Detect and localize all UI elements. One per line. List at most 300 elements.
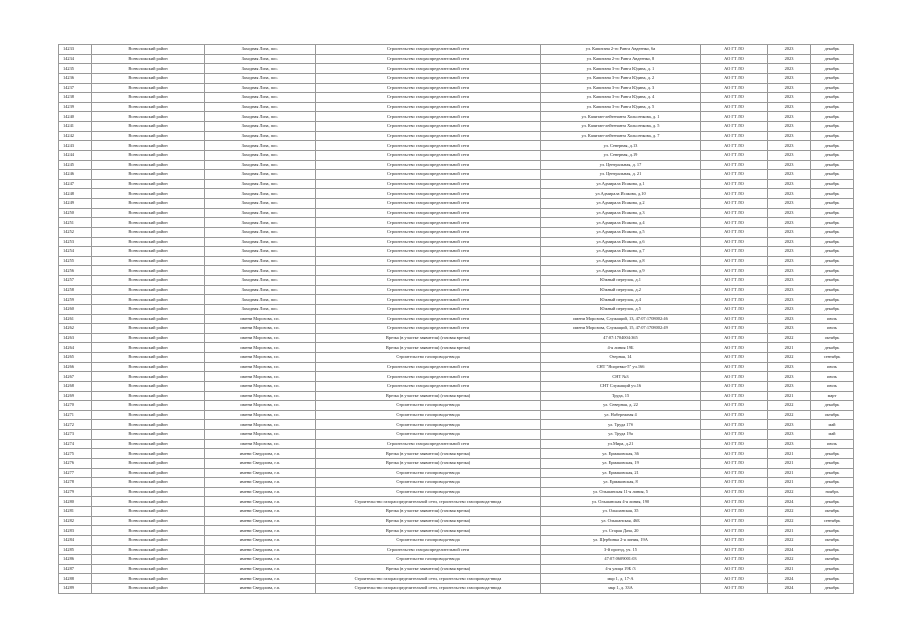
table-row xyxy=(59,468,854,478)
settlement-cell: имени Свердлова, г.п. xyxy=(205,449,316,459)
settlement-cell: Заходная Лиза, пос. xyxy=(205,73,316,83)
address-cell: ул. Капитана 3-го Ранга Юдина, д. 1 xyxy=(541,64,701,74)
settlement-cell: Заходная Лиза, пос. xyxy=(205,266,316,276)
work-type-cell: Врезка (в участке заявителя) (газовая врезка) xyxy=(316,526,541,536)
work-type-cell: Строительство газораспределительной сети xyxy=(316,131,541,141)
row-number-cell: 14284 xyxy=(59,535,92,545)
year-cell: 2023 xyxy=(768,102,811,112)
organization-cell: АО ГТ ЛО xyxy=(701,189,768,199)
year-cell: 2024 xyxy=(768,584,811,594)
address-cell: ул.Адмирала Исакова, д.4 xyxy=(541,218,701,228)
year-cell: 2023 xyxy=(768,247,811,257)
work-type-cell: Врезка (в участке заявителя) (газовая врезка) xyxy=(316,516,541,526)
month-cell: октябрь xyxy=(811,410,854,420)
table-row xyxy=(59,343,854,353)
table-row xyxy=(59,83,854,93)
work-type-cell: Строительство газораспределительной сети xyxy=(316,170,541,180)
month-cell: декабрь xyxy=(811,478,854,488)
row-number-cell: 14234 xyxy=(59,54,92,64)
district-cell: Всеволожский район xyxy=(92,247,205,257)
district-cell: Всеволожский район xyxy=(92,93,205,103)
organization-cell: АО ГТ ЛО xyxy=(701,141,768,151)
work-type-cell: Строительство газораспределительной сети xyxy=(316,256,541,266)
organization-cell: АО ГТ ЛО xyxy=(701,199,768,209)
year-cell: 2022 xyxy=(768,516,811,526)
work-type-cell: Врезка (в участке заявителя) (газовая врезка) xyxy=(316,343,541,353)
settlement-cell: Заходная Лиза, пос. xyxy=(205,64,316,74)
address-cell: ул. Капитана 3-го Ранга Юдина, д. 5 xyxy=(541,102,701,112)
row-number-cell: 14233 xyxy=(59,45,92,55)
settlement-cell: имени Морозова, г.п. xyxy=(205,324,316,334)
table-row xyxy=(59,478,854,488)
row-number-cell: 14285 xyxy=(59,545,92,555)
address-cell: СНТ "Ясиревко-5" уч.166 xyxy=(541,362,701,372)
month-cell: декабрь xyxy=(811,189,854,199)
district-cell: Всеволожский район xyxy=(92,102,205,112)
row-number-cell: 14246 xyxy=(59,170,92,180)
year-cell: 2023 xyxy=(768,208,811,218)
organization-cell: АО ГТ ЛО xyxy=(701,410,768,420)
settlement-cell: Заходная Лиза, пос. xyxy=(205,83,316,93)
year-cell: 2023 xyxy=(768,266,811,276)
address-cell: Южный переулок, д.2 xyxy=(541,285,701,295)
address-cell: ул. Капитан-лейтенанта Хольсенкова, д. 1 xyxy=(541,112,701,122)
address-cell: ул.Адмирала Исакова, д.9 xyxy=(541,266,701,276)
settlement-cell: Заходная Лиза, пос. xyxy=(205,54,316,64)
settlement-cell: имени Морозова, г.п. xyxy=(205,439,316,449)
month-cell: декабрь xyxy=(811,83,854,93)
address-cell: ул. Капитана 3-го Ранга Юдина, д. 3 xyxy=(541,83,701,93)
organization-cell: АО ГТ ЛО xyxy=(701,458,768,468)
district-cell: Всеволожский район xyxy=(92,555,205,565)
month-cell: декабрь xyxy=(811,122,854,132)
table-row xyxy=(59,256,854,266)
year-cell: 2023 xyxy=(768,54,811,64)
organization-cell: АО ГТ ЛО xyxy=(701,584,768,594)
table-row xyxy=(59,122,854,132)
month-cell: декабрь xyxy=(811,574,854,584)
settlement-cell: Заходная Лиза, пос. xyxy=(205,102,316,112)
row-number-cell: 14243 xyxy=(59,141,92,151)
work-type-cell: Строительство газораспределительной сети xyxy=(316,189,541,199)
organization-cell: АО ГТ ЛО xyxy=(701,507,768,517)
table-row xyxy=(59,324,854,334)
year-cell: 2022 xyxy=(768,401,811,411)
work-type-cell: Строительство газопровода-ввода xyxy=(316,420,541,430)
table-row xyxy=(59,574,854,584)
table-row xyxy=(59,430,854,440)
month-cell: июль xyxy=(811,362,854,372)
work-type-cell: Строительство газораспределительной сети xyxy=(316,45,541,55)
month-cell: декабрь xyxy=(811,93,854,103)
row-number-cell: 14275 xyxy=(59,449,92,459)
month-cell: декабрь xyxy=(811,199,854,209)
address-cell: ул.Адмирала Исакова, д.2 xyxy=(541,199,701,209)
work-type-cell: Врезка (в участке заявителя) (газовая врезка) xyxy=(316,449,541,459)
row-number-cell: 14260 xyxy=(59,304,92,314)
table-row xyxy=(59,410,854,420)
year-cell: 2021 xyxy=(768,564,811,574)
district-cell: Всеволожский район xyxy=(92,256,205,266)
month-cell: декабрь xyxy=(811,343,854,353)
address-cell: ул.Мира, д.21 xyxy=(541,439,701,449)
settlement-cell: имени Свердлова, г.п. xyxy=(205,507,316,517)
row-number-cell: 14248 xyxy=(59,189,92,199)
table-row xyxy=(59,372,854,382)
organization-cell: АО ГТ ЛО xyxy=(701,160,768,170)
district-cell: Всеволожский район xyxy=(92,218,205,228)
month-cell: декабрь xyxy=(811,285,854,295)
work-type-cell: Строительство газопровода-ввода xyxy=(316,468,541,478)
month-cell: декабрь xyxy=(811,102,854,112)
address-cell: ул.Адмирала Исакова, д.10 xyxy=(541,189,701,199)
year-cell: 2023 xyxy=(768,420,811,430)
address-cell: ул. Капитан-лейтенанта Хольсенкова, д. 5 xyxy=(541,122,701,132)
address-cell: ул. Центральная, д. 21 xyxy=(541,170,701,180)
district-cell: Всеволожский район xyxy=(92,420,205,430)
year-cell: 2021 xyxy=(768,343,811,353)
month-cell: декабрь xyxy=(811,150,854,160)
table-row xyxy=(59,160,854,170)
row-number-cell: 14265 xyxy=(59,353,92,363)
month-cell: октябрь xyxy=(811,535,854,545)
row-number-cell: 14274 xyxy=(59,439,92,449)
organization-cell: АО ГТ ЛО xyxy=(701,420,768,430)
settlement-cell: Заходная Лиза, пос. xyxy=(205,247,316,257)
table-row xyxy=(59,276,854,286)
district-cell: Всеволожский район xyxy=(92,170,205,180)
work-type-cell: Строительство газораспределительной сети xyxy=(316,83,541,93)
year-cell: 2023 xyxy=(768,256,811,266)
row-number-cell: 14247 xyxy=(59,179,92,189)
month-cell: декабрь xyxy=(811,131,854,141)
organization-cell: АО ГТ ЛО xyxy=(701,179,768,189)
table-row xyxy=(59,266,854,276)
month-cell: декабрь xyxy=(811,304,854,314)
table-row xyxy=(59,439,854,449)
district-cell: Всеволожский район xyxy=(92,276,205,286)
month-cell: декабрь xyxy=(811,295,854,305)
table-row xyxy=(59,535,854,545)
address-cell: ул. Труда 17б xyxy=(541,420,701,430)
row-number-cell: 14268 xyxy=(59,381,92,391)
organization-cell: АО ГТ ЛО xyxy=(701,545,768,555)
settlement-cell: имени Морозова, г.п. xyxy=(205,353,316,363)
row-number-cell: 14252 xyxy=(59,227,92,237)
district-cell: Всеволожский район xyxy=(92,478,205,488)
table-row xyxy=(59,516,854,526)
year-cell: 2023 xyxy=(768,314,811,324)
district-cell: Всеволожский район xyxy=(92,574,205,584)
settlement-cell: Заходная Лиза, пос. xyxy=(205,285,316,295)
organization-cell: АО ГТ ЛО xyxy=(701,381,768,391)
address-cell: ул. Капитан-лейтенанта Хольсенкова, д. 7 xyxy=(541,131,701,141)
address-cell: ул.Адмирала Исакова, д.5 xyxy=(541,227,701,237)
table-row xyxy=(59,545,854,555)
table-row xyxy=(59,333,854,343)
district-cell: Всеволожский район xyxy=(92,324,205,334)
year-cell: 2021 xyxy=(768,391,811,401)
settlement-cell: имени Свердлова, г.п. xyxy=(205,545,316,555)
district-cell: Всеволожский район xyxy=(92,160,205,170)
organization-cell: АО ГТ ЛО xyxy=(701,266,768,276)
organization-cell: АО ГТ ЛО xyxy=(701,112,768,122)
month-cell: июль xyxy=(811,381,854,391)
address-cell: Южный переулок, д.5 xyxy=(541,304,701,314)
address-cell: имени Морозова, Служащий, 15, 47:07:1708002:49 xyxy=(541,324,701,334)
year-cell: 2023 xyxy=(768,285,811,295)
table-row xyxy=(59,362,854,372)
month-cell: сентябрь xyxy=(811,353,854,363)
work-type-cell: Врезка (в участке заявителя) (газовая врезка) xyxy=(316,507,541,517)
month-cell: декабрь xyxy=(811,276,854,286)
organization-cell: АО ГТ ЛО xyxy=(701,285,768,295)
address-cell: ул. Ольшанская 11-я линия, 5 xyxy=(541,487,701,497)
work-type-cell: Строительство газораспределительной сети xyxy=(316,304,541,314)
settlement-cell: Заходная Лиза, пос. xyxy=(205,122,316,132)
address-cell: ул. Капитана 2-го Ранга Авдеенко, 6а xyxy=(541,45,701,55)
district-cell: Всеволожский район xyxy=(92,362,205,372)
settlement-cell: имени Свердлова, г.п. xyxy=(205,497,316,507)
year-cell: 2023 xyxy=(768,381,811,391)
district-cell: Всеволожский район xyxy=(92,372,205,382)
district-cell: Всеволожский район xyxy=(92,333,205,343)
district-cell: Всеволожский район xyxy=(92,430,205,440)
year-cell: 2021 xyxy=(768,478,811,488)
month-cell: октябрь xyxy=(811,333,854,343)
address-cell: ул. Труда 19а xyxy=(541,430,701,440)
organization-cell: АО ГТ ЛО xyxy=(701,333,768,343)
district-cell: Всеволожский район xyxy=(92,122,205,132)
table-row xyxy=(59,391,854,401)
district-cell: Всеволожский район xyxy=(92,526,205,536)
table-row xyxy=(59,564,854,574)
settlement-cell: имени Морозова, г.п. xyxy=(205,381,316,391)
row-number-cell: 14286 xyxy=(59,555,92,565)
settlement-cell: Заходная Лиза, пос. xyxy=(205,160,316,170)
year-cell: 2023 xyxy=(768,199,811,209)
table-row xyxy=(59,208,854,218)
work-type-cell: Строительство газораспределительной сети xyxy=(316,141,541,151)
address-cell: Южный переулок, д.1 xyxy=(541,276,701,286)
year-cell: 2022 xyxy=(768,353,811,363)
settlement-cell: имени Морозова, г.п. xyxy=(205,391,316,401)
settlement-cell: имени Свердлова, г.п. xyxy=(205,555,316,565)
year-cell: 2023 xyxy=(768,362,811,372)
district-cell: Всеволожский район xyxy=(92,353,205,363)
address-cell: ул. Капитана 3-го Ранга Юдина, д. 2 xyxy=(541,73,701,83)
address-cell: ул. Ермаковская, 19 xyxy=(541,458,701,468)
organization-cell: АО ГТ ЛО xyxy=(701,208,768,218)
address-cell: ул. Щербинка 2-я линия, 19А xyxy=(541,535,701,545)
table-row xyxy=(59,304,854,314)
month-cell: декабрь xyxy=(811,266,854,276)
table-row xyxy=(59,141,854,151)
table-row xyxy=(59,54,854,64)
settlement-cell: имени Морозова, г.п. xyxy=(205,362,316,372)
row-number-cell: 14242 xyxy=(59,131,92,141)
address-cell: Южный переулок, д.4 xyxy=(541,295,701,305)
settlement-cell: имени Свердлова, г.п. xyxy=(205,478,316,488)
row-number-cell: 14289 xyxy=(59,584,92,594)
table-row xyxy=(59,247,854,257)
address-cell: ул.Адмирала Исакова, д.3 xyxy=(541,208,701,218)
year-cell: 2023 xyxy=(768,372,811,382)
year-cell: 2022 xyxy=(768,507,811,517)
table-row xyxy=(59,458,854,468)
table-row xyxy=(59,285,854,295)
organization-cell: АО ГТ ЛО xyxy=(701,218,768,228)
work-type-cell: Строительство газопровода-ввода xyxy=(316,535,541,545)
row-number-cell: 14259 xyxy=(59,295,92,305)
organization-cell: АО ГТ ЛО xyxy=(701,564,768,574)
address-cell: ул. Северная, д. 22 xyxy=(541,401,701,411)
address-cell: ул. Ольшанская 4-я линия, 190 xyxy=(541,497,701,507)
year-cell: 2023 xyxy=(768,122,811,132)
organization-cell: АО ГТ ЛО xyxy=(701,54,768,64)
address-cell: 3-й проезд, уч. 15 xyxy=(541,545,701,555)
year-cell: 2023 xyxy=(768,227,811,237)
work-type-cell: Строительство газораспределительной сети, строительство газопровода-ввода xyxy=(316,584,541,594)
table-row xyxy=(59,45,854,55)
district-cell: Всеволожский район xyxy=(92,584,205,594)
settlement-cell: имени Морозова, г.п. xyxy=(205,410,316,420)
organization-cell: АО ГТ ЛО xyxy=(701,324,768,334)
settlement-cell: Заходная Лиза, пос. xyxy=(205,256,316,266)
district-cell: Всеволожский район xyxy=(92,73,205,83)
settlement-cell: Заходная Лиза, пос. xyxy=(205,150,316,160)
address-cell: 47:07:1704004:365 xyxy=(541,333,701,343)
month-cell: декабрь xyxy=(811,170,854,180)
month-cell: декабрь xyxy=(811,564,854,574)
organization-cell: АО ГТ ЛО xyxy=(701,449,768,459)
month-cell: июль xyxy=(811,372,854,382)
work-type-cell: Строительство газораспределительной сети xyxy=(316,439,541,449)
row-number-cell: 14249 xyxy=(59,199,92,209)
year-cell: 2023 xyxy=(768,276,811,286)
year-cell: 2023 xyxy=(768,73,811,83)
settlement-cell: имени Свердлова, г.п. xyxy=(205,458,316,468)
work-type-cell: Строительство газораспределительной сети xyxy=(316,179,541,189)
table-row xyxy=(59,179,854,189)
district-cell: Всеволожский район xyxy=(92,179,205,189)
district-cell: Всеволожский район xyxy=(92,410,205,420)
year-cell: 2023 xyxy=(768,237,811,247)
year-cell: 2021 xyxy=(768,458,811,468)
month-cell: декабрь xyxy=(811,227,854,237)
work-type-cell: Строительство газораспределительной сети xyxy=(316,102,541,112)
settlement-cell: Заходная Лиза, пос. xyxy=(205,295,316,305)
year-cell: 2023 xyxy=(768,189,811,199)
organization-cell: АО ГТ ЛО xyxy=(701,343,768,353)
year-cell: 2023 xyxy=(768,170,811,180)
year-cell: 2023 xyxy=(768,439,811,449)
district-cell: Всеволожский район xyxy=(92,391,205,401)
work-type-cell: Врезка (в участке заявителя) (газовая врезка) xyxy=(316,564,541,574)
month-cell: декабрь xyxy=(811,112,854,122)
year-cell: 2024 xyxy=(768,497,811,507)
organization-cell: АО ГТ ЛО xyxy=(701,372,768,382)
address-cell: 47:07:0609001:03 xyxy=(541,555,701,565)
work-type-cell: Строительство газораспределительной сети xyxy=(316,285,541,295)
year-cell: 2023 xyxy=(768,131,811,141)
row-number-cell: 14256 xyxy=(59,266,92,276)
work-type-cell: Строительство газораспределительной сети xyxy=(316,381,541,391)
settlement-cell: имени Свердлова, г.п. xyxy=(205,574,316,584)
address-cell: Труда, 15 xyxy=(541,391,701,401)
district-cell: Всеволожский район xyxy=(92,199,205,209)
work-type-cell: Строительство газопровода-ввода xyxy=(316,487,541,497)
district-cell: Всеволожский район xyxy=(92,150,205,160)
table-row xyxy=(59,487,854,497)
table-row xyxy=(59,218,854,228)
row-number-cell: 14261 xyxy=(59,314,92,324)
row-number-cell: 14281 xyxy=(59,507,92,517)
settlement-cell: Заходная Лиза, пос. xyxy=(205,170,316,180)
year-cell: 2023 xyxy=(768,64,811,74)
month-cell: декабрь xyxy=(811,401,854,411)
settlement-cell: Заходная Лиза, пос. xyxy=(205,45,316,55)
row-number-cell: 14257 xyxy=(59,276,92,286)
year-cell: 2022 xyxy=(768,555,811,565)
address-cell: ул.Адмирала Исакова, д.7 xyxy=(541,247,701,257)
settlement-cell: имени Морозова, г.п. xyxy=(205,401,316,411)
row-number-cell: 14238 xyxy=(59,93,92,103)
table-row xyxy=(59,507,854,517)
district-cell: Всеволожский район xyxy=(92,381,205,391)
address-cell: СНТ Служащий уч.16 xyxy=(541,381,701,391)
organization-cell: АО ГТ ЛО xyxy=(701,497,768,507)
settlement-cell: Заходная Лиза, пос. xyxy=(205,227,316,237)
month-cell: декабрь xyxy=(811,237,854,247)
organization-cell: АО ГТ ЛО xyxy=(701,295,768,305)
organization-cell: АО ГТ ЛО xyxy=(701,150,768,160)
settlement-cell: имени Свердлова, г.п. xyxy=(205,468,316,478)
row-number-cell: 14266 xyxy=(59,362,92,372)
district-cell: Всеволожский район xyxy=(92,497,205,507)
table-row xyxy=(59,131,854,141)
work-type-cell: Строительство газораспределительной сети, строительство газопровода-ввода xyxy=(316,574,541,584)
organization-cell: АО ГТ ЛО xyxy=(701,526,768,536)
row-number-cell: 14271 xyxy=(59,410,92,420)
address-cell: ул.Адмирала Исакова, д.1 xyxy=(541,179,701,189)
year-cell: 2023 xyxy=(768,430,811,440)
address-cell: ул.Адмирала Исакова, д.6 xyxy=(541,237,701,247)
district-cell: Всеволожский район xyxy=(92,295,205,305)
district-cell: Всеволожский район xyxy=(92,507,205,517)
year-cell: 2022 xyxy=(768,535,811,545)
work-type-cell: Строительство газораспределительной сети xyxy=(316,295,541,305)
settlement-cell: Заходная Лиза, пос. xyxy=(205,189,316,199)
month-cell: декабрь xyxy=(811,497,854,507)
year-cell: 2021 xyxy=(768,449,811,459)
year-cell: 2024 xyxy=(768,574,811,584)
month-cell: декабрь xyxy=(811,449,854,459)
organization-cell: АО ГТ ЛО xyxy=(701,247,768,257)
organization-cell: АО ГТ ЛО xyxy=(701,64,768,74)
organization-cell: АО ГТ ЛО xyxy=(701,362,768,372)
district-cell: Всеволожский район xyxy=(92,343,205,353)
work-type-cell: Строительство газораспределительной сети xyxy=(316,122,541,132)
work-type-cell: Строительство газораспределительной сети xyxy=(316,247,541,257)
organization-cell: АО ГТ ЛО xyxy=(701,353,768,363)
year-cell: 2021 xyxy=(768,526,811,536)
work-type-cell: Строительство газопровода-ввода xyxy=(316,401,541,411)
month-cell: декабрь xyxy=(811,584,854,594)
address-cell: ул. Набережная 4 xyxy=(541,410,701,420)
table-row xyxy=(59,64,854,74)
settlement-cell: имени Свердлова, г.п. xyxy=(205,516,316,526)
